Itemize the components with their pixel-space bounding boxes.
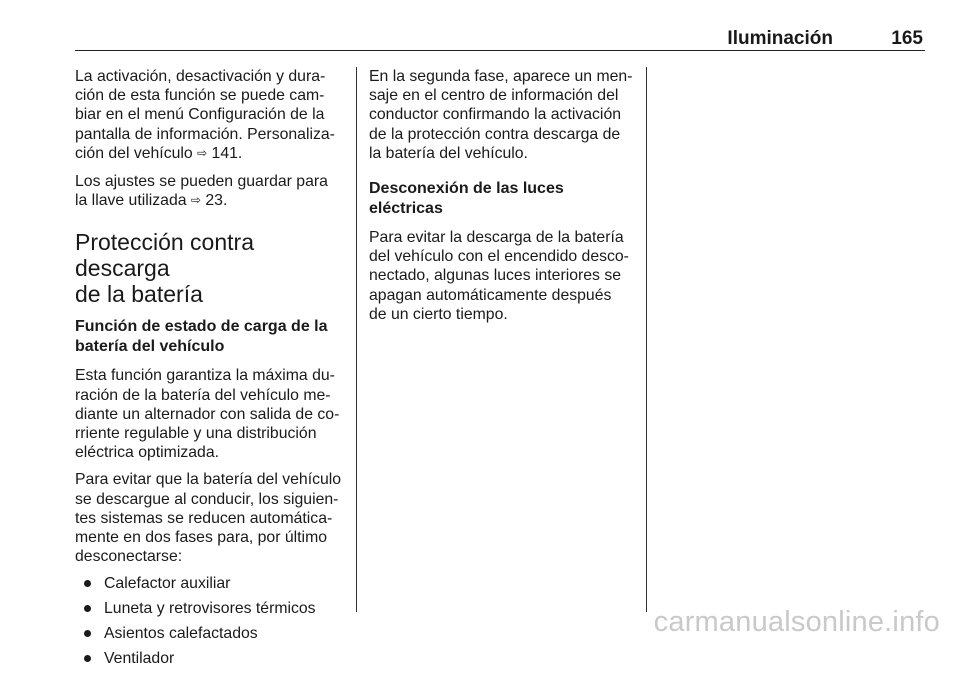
paragraph-function-description: Esta función garantiza la máxima du- ración de la batería del vehículo me- diante un alternador con salida de co- rriente regulable y una distribución eléctrica optimizada. xyxy=(75,367,340,462)
text-column-1 xyxy=(75,67,347,674)
paragraph-reduction-intro: Para evitar que la batería del vehículo se descargue al conducir, los siguien- tes sistemas se reducen automática- mente en dos fases para, por último desconectarse: xyxy=(75,471,342,566)
list-item xyxy=(75,649,347,668)
section-title: Iluminación xyxy=(727,28,833,49)
bullet-list xyxy=(75,574,347,668)
column-divider-left xyxy=(356,67,357,612)
watermark: carmanualsonline.info xyxy=(653,606,940,638)
list-item-text: Ventilador xyxy=(104,649,175,667)
page-reference-link[interactable]: 23. xyxy=(205,192,228,210)
paragraph-text: Los ajustes se pueden guardar para la llave utilizada xyxy=(75,173,328,210)
paragraph-key-settings xyxy=(75,172,347,211)
paragraph-text: La activación, desactivación y dura- ción de esta función se puede cam- biar en el menú Configuración de la pantalla de información. Personaliza- ción del vehículo xyxy=(75,68,335,162)
list-item-text: Luneta y retrovisores térmicos xyxy=(104,600,316,618)
page-number: 165 xyxy=(891,28,923,49)
page-reference-link[interactable]: 141. xyxy=(211,144,243,162)
bullet-icon xyxy=(84,580,91,587)
arrow-reference-icon[interactable]: ⇨ xyxy=(197,145,208,160)
list-item-text: Asientos calefactados xyxy=(104,625,258,643)
paragraph-lights-off: Para evitar la descarga de la batería del vehículo con el encendido desco- nectado, algunas luces interiores se apagan automáticamente después de un cierto tiempo. xyxy=(369,229,629,323)
list-item xyxy=(75,574,347,593)
subsection-heading: Función de estado de carga de la batería del vehículo xyxy=(75,318,328,356)
subsection-heading: Desconexión de las luces eléctricas xyxy=(369,180,564,218)
section-heading: Protección contra descarga de la batería xyxy=(75,229,254,308)
bullet-icon xyxy=(84,630,91,637)
paragraph-second-phase: En la segunda fase, aparece un men- saje en el centro de información del conductor confirmando la activación de la protección contra descarga de la batería del vehículo. xyxy=(369,68,633,162)
list-item-text: Calefactor auxiliar xyxy=(104,575,231,593)
page-header xyxy=(75,28,925,51)
list-item xyxy=(75,599,347,618)
bullet-icon xyxy=(84,655,91,662)
text-column-2 xyxy=(369,67,637,332)
paragraph-settings xyxy=(75,67,347,164)
bullet-icon xyxy=(84,605,91,612)
list-item xyxy=(75,624,347,643)
arrow-reference-icon[interactable]: ⇨ xyxy=(190,193,201,208)
column-divider-right xyxy=(646,67,647,612)
